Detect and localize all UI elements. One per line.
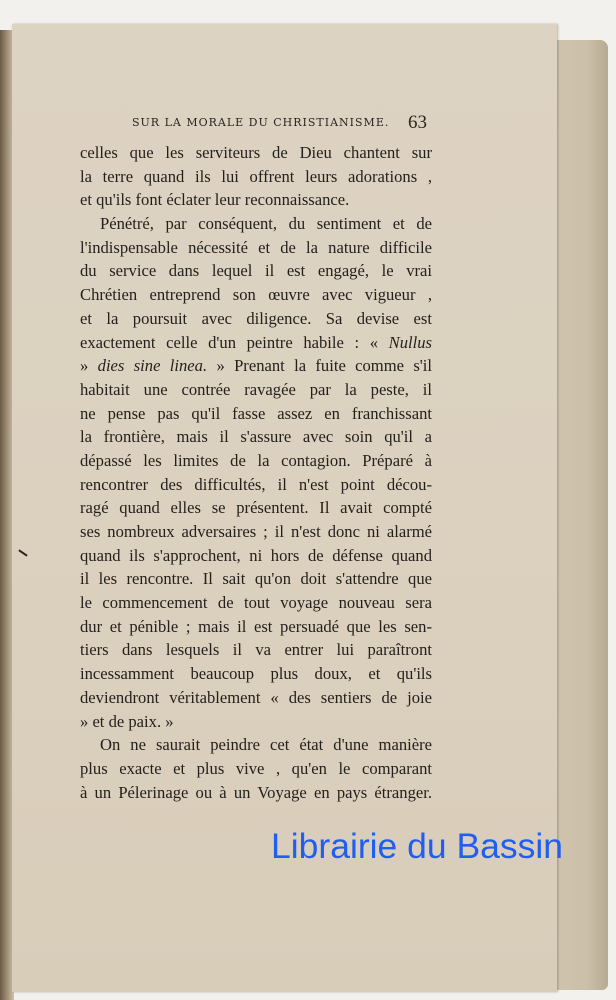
text-segment: habitait une contrée ravagée par la peste, il — [80, 379, 432, 399]
page-body-text — [80, 141, 432, 804]
text-segment: la terre quand ils lui offrent leurs adorations , — [80, 166, 432, 186]
text-line — [80, 402, 432, 426]
text-line — [80, 710, 432, 734]
text-line — [80, 686, 432, 710]
text-line — [80, 757, 432, 781]
text-line — [80, 781, 432, 805]
text-line — [80, 449, 432, 473]
text-segment: dur et pénible ; mais il est persuadé que les sen- — [80, 616, 432, 636]
text-line — [80, 473, 432, 497]
text-segment: quand ils s'approchent, ni hors de défense quand — [80, 545, 432, 565]
watermark: Librairie du Bassin — [271, 826, 564, 866]
text-segment: ses nombreux adversaires ; il n'est donc ni alarmé — [80, 522, 432, 541]
text-line — [80, 354, 432, 378]
text-line — [80, 259, 432, 283]
text-line — [80, 307, 432, 331]
text-segment: ragé quand elles se présentent. Il avait compté — [80, 498, 432, 518]
text-segment: et qu'ils font éclater leur reconnaissance. — [80, 190, 350, 210]
text-line — [80, 520, 432, 544]
text-line — [80, 378, 432, 402]
italic-text: Nullus — [388, 332, 432, 352]
text-line — [80, 544, 432, 568]
text-segment: le commencement de tout voyage nouveau sera — [80, 593, 432, 613]
text-line — [80, 331, 432, 355]
text-segment: la frontière, mais il s'assure avec soin qu'il a — [80, 427, 432, 447]
text-segment: rencontrer des difficultés, il n'est point décou- — [80, 474, 432, 494]
text-line — [80, 638, 432, 662]
text-segment: exactement celle d'un peintre habile : « — [80, 332, 389, 352]
text-segment: » et de paix. » — [80, 711, 174, 731]
text-line — [80, 567, 432, 591]
text-line — [80, 188, 432, 212]
text-line — [80, 591, 432, 615]
text-segment: plus exacte et plus vive , qu'en le comparant — [80, 758, 432, 778]
text-segment: du service dans lequel il est engagé, le vrai — [80, 261, 432, 281]
text-line — [80, 425, 432, 449]
text-line — [80, 212, 432, 236]
text-line — [80, 141, 432, 165]
text-line — [80, 165, 432, 189]
text-segment: il les rencontre. Il sait qu'on doit s'attendre que — [80, 569, 432, 589]
text-segment: tiers dans lesquels il va entrer lui paraîtront — [80, 640, 432, 660]
text-line — [80, 662, 432, 686]
text-segment: On ne saurait peindre cet état d'une manière — [100, 735, 432, 755]
text-segment: dépassé les limites de la contagion. Préparé à — [80, 450, 432, 470]
running-title: SUR LA MORALE DU CHRISTIANISME. — [132, 116, 390, 129]
text-segment: incessamment beaucoup plus doux, et qu'ils — [80, 664, 432, 684]
text-segment: Chrétien entreprend son œuvre avec vigueur , — [80, 285, 432, 305]
text-segment: celles que les serviteurs de Dieu chantent sur — [80, 143, 432, 162]
text-segment: » — [80, 356, 98, 376]
text-line — [80, 615, 432, 639]
text-line — [80, 236, 432, 260]
text-line — [80, 733, 432, 757]
text-line — [80, 496, 432, 520]
text-segment: deviendront véritablement « des sentiers de joie — [80, 687, 432, 707]
page-number: 63 — [408, 112, 427, 133]
text-line — [80, 283, 432, 307]
text-segment: à un Pélerinage ou à un Voyage en pays étranger. — [80, 782, 432, 802]
text-segment: ne pense pas qu'il fasse assez en franchissant — [80, 403, 432, 423]
text-segment: et la poursuit avec diligence. Sa devise est — [80, 308, 432, 328]
text-segment: » Prenant la fuite comme s'il — [207, 356, 432, 376]
text-segment: Pénétré, par conséquent, du sentiment et de — [100, 214, 432, 234]
text-segment: l'indispensable nécessité et de la nature difficile — [80, 237, 432, 257]
italic-text: dies sine linea. — [97, 356, 208, 376]
